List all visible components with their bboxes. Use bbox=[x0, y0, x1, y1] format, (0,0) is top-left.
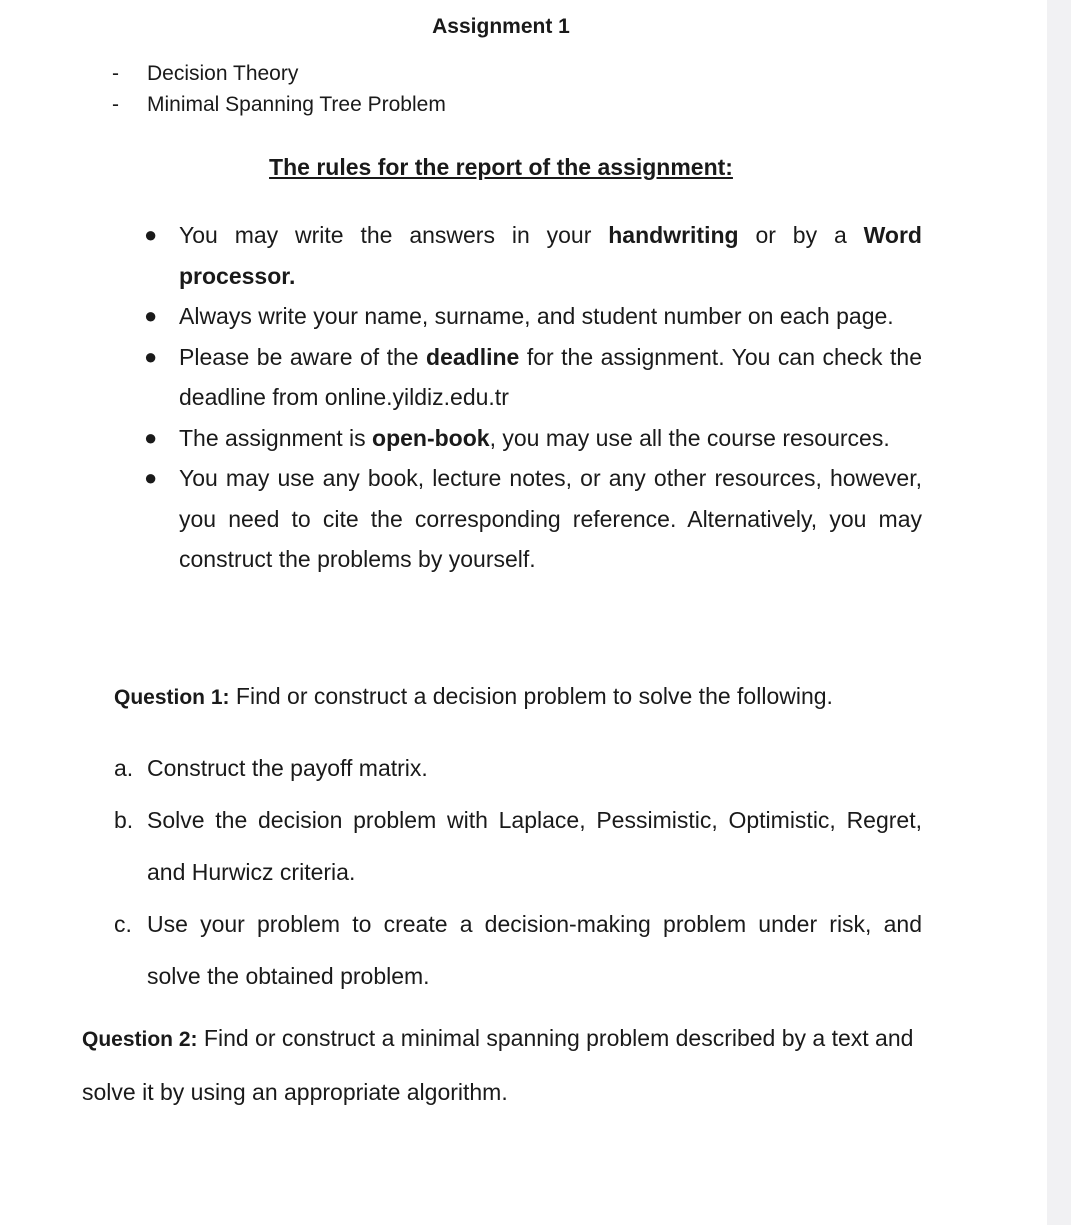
bullet-icon: ● bbox=[144, 303, 158, 328]
topic-text: Decision Theory bbox=[147, 62, 299, 85]
rules-heading: The rules for the report of the assignment: bbox=[269, 154, 733, 180]
question-2 bbox=[82, 1012, 922, 1118]
question-1-items bbox=[114, 742, 922, 1002]
rule-emphasis: handwriting bbox=[608, 222, 739, 248]
rule-text: , you may use all the course resources. bbox=[489, 424, 890, 451]
item-text: Solve the decision problem with Laplace, Pessimistic, Optimistic, Regret, and Hurwicz criteria. bbox=[147, 807, 922, 885]
bullet-icon: ● bbox=[144, 465, 158, 490]
rule-text: Please be aware of the bbox=[179, 343, 427, 370]
viewer-side-strip bbox=[1047, 0, 1071, 1225]
question-1-label: Question 1: bbox=[114, 686, 230, 709]
bullet-icon: ● bbox=[144, 343, 158, 369]
rule-emphasis: Word processor. bbox=[179, 222, 922, 289]
bullet-icon: ● bbox=[144, 424, 158, 450]
topic-item bbox=[112, 91, 712, 122]
dash-marker: - bbox=[112, 93, 119, 116]
rule-text: You may write the answers in your bbox=[179, 222, 609, 248]
document-title: Assignment 1 bbox=[432, 15, 570, 38]
item-text: Use your problem to create a decision-making problem under risk, and solve the obtained problem. bbox=[147, 911, 922, 989]
rule-item bbox=[140, 215, 922, 296]
topic-item bbox=[112, 60, 712, 91]
question-2-text: Find or construct a minimal spanning problem described by a text and solve it by using an appropriate algorithm. bbox=[82, 1025, 914, 1105]
rule-text: The assignment is bbox=[179, 424, 373, 451]
bullet-icon: ● bbox=[144, 222, 158, 247]
rule-text: for the assignment. You can check the deadline from online.yildiz.edu.tr bbox=[179, 343, 922, 410]
question-1-item-c bbox=[114, 898, 922, 1002]
question-1-text: Find or construct a decision problem to solve the following. bbox=[229, 683, 833, 709]
rule-text: Always write your name, surname, and student number on each page. bbox=[179, 303, 894, 329]
rule-item bbox=[140, 337, 922, 418]
question-1-item-a bbox=[114, 742, 922, 794]
rule-emphasis: open-book bbox=[372, 424, 490, 451]
topic-list bbox=[112, 60, 712, 122]
dash-marker: - bbox=[112, 62, 119, 85]
rule-emphasis: deadline bbox=[426, 343, 520, 370]
rules-list bbox=[140, 215, 922, 580]
rule-item bbox=[140, 418, 922, 459]
rule-text: You may use any book, lecture notes, or any other resources, however, you need to cite the corresponding reference. Alternatively, you may construct the problems by yourself. bbox=[179, 465, 922, 572]
item-letter: b. bbox=[114, 807, 134, 833]
rule-item bbox=[140, 458, 922, 580]
topic-text: Minimal Spanning Tree Problem bbox=[147, 93, 446, 116]
question-1 bbox=[114, 680, 924, 714]
question-1-item-b bbox=[114, 794, 922, 898]
item-letter: a. bbox=[114, 755, 134, 781]
item-letter: c. bbox=[114, 911, 132, 937]
question-2-label: Question 2: bbox=[82, 1028, 198, 1051]
item-text: Construct the payoff matrix. bbox=[147, 755, 428, 781]
rule-text: or by a bbox=[738, 222, 864, 248]
rule-item bbox=[140, 296, 922, 337]
